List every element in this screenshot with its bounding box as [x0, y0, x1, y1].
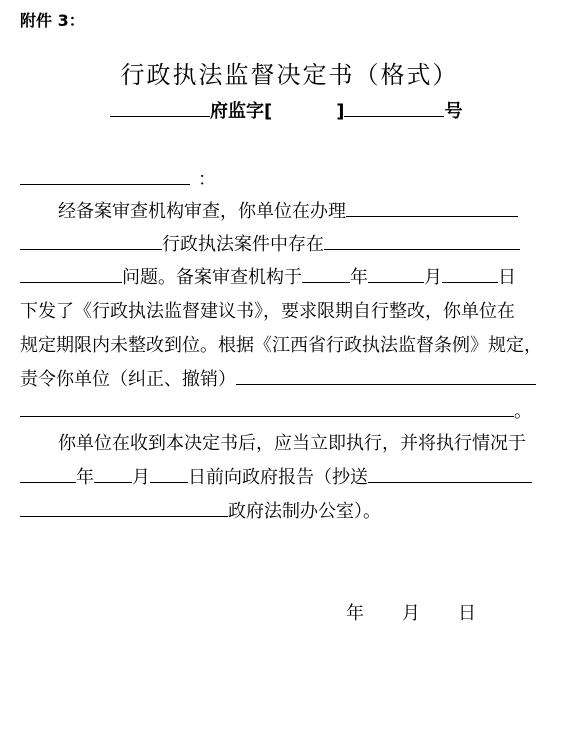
issue-month-blank: [368, 281, 424, 283]
attachment-label: 附件 3：: [20, 11, 85, 30]
p2-month: 月: [132, 467, 150, 488]
p2-line2: [20, 466, 532, 490]
p1-line5: 规定期限内未整改到位。根据《江西省行政执法监督条例》规定，: [20, 335, 542, 356]
p1-line3-text: 问题。备案审查机构于: [122, 267, 302, 288]
report-year-blank: [20, 481, 76, 483]
p1-line1-text: 经备案审查机构审查，你单位在办理: [58, 201, 346, 222]
p2-line3: [20, 500, 381, 524]
signature-date: [346, 602, 476, 626]
cc-blank: [368, 481, 532, 483]
p1-line1: [58, 200, 518, 224]
p1-day: 日: [498, 267, 516, 288]
p1-line2-text: 行政执法案件中存在: [162, 234, 324, 255]
p1-line6: [20, 368, 536, 392]
case-name-blank-2: [20, 248, 162, 250]
document-title: 行政执法监督决定书（格式）: [120, 61, 459, 89]
p1-line3: [20, 266, 516, 290]
number-blank-seq: [344, 115, 444, 117]
signature-year: 年: [346, 603, 364, 624]
number-part2: ]: [336, 101, 345, 122]
number-part3: 号: [444, 101, 463, 122]
number-blank-prefix: [110, 115, 210, 117]
problem-blank: [324, 248, 520, 250]
problem-blank-2: [20, 281, 122, 283]
p1-line4: 下发了《行政执法监督建议书》，要求限期自行整改，你单位在: [20, 301, 515, 322]
addressee-line: [20, 168, 216, 192]
p2-line1: 你单位在收到本决定书后，应当立即执行，并将执行情况于: [58, 433, 526, 454]
issue-year-blank: [302, 281, 350, 283]
p1-period: 。: [514, 401, 532, 422]
addressee-colon: ：: [198, 169, 216, 190]
p1-line7: [20, 400, 532, 424]
p2-line2-text: 日前向政府报告（抄送: [188, 467, 368, 488]
order-content-blank-2: [20, 415, 514, 417]
p1-line2: [20, 233, 520, 257]
addressee-blank: [20, 183, 190, 185]
report-month-blank: [94, 481, 132, 483]
document-number-line: [110, 100, 462, 124]
issue-day-blank: [442, 281, 498, 283]
p1-year: 年: [350, 267, 368, 288]
order-content-blank: [236, 383, 536, 385]
cc-blank-2: [20, 515, 228, 517]
p2-year: 年: [76, 467, 94, 488]
signature-month: 月: [402, 603, 420, 624]
p2-line3-text: 政府法制办公室）。: [228, 501, 381, 522]
report-day-blank: [150, 481, 188, 483]
case-name-blank: [346, 215, 518, 217]
signature-day: 日: [458, 603, 476, 624]
p1-month: 月: [424, 267, 442, 288]
number-part1: 府监字[: [210, 101, 273, 122]
p1-line6-text: 责令你单位（纠正、撤销）: [20, 369, 236, 390]
